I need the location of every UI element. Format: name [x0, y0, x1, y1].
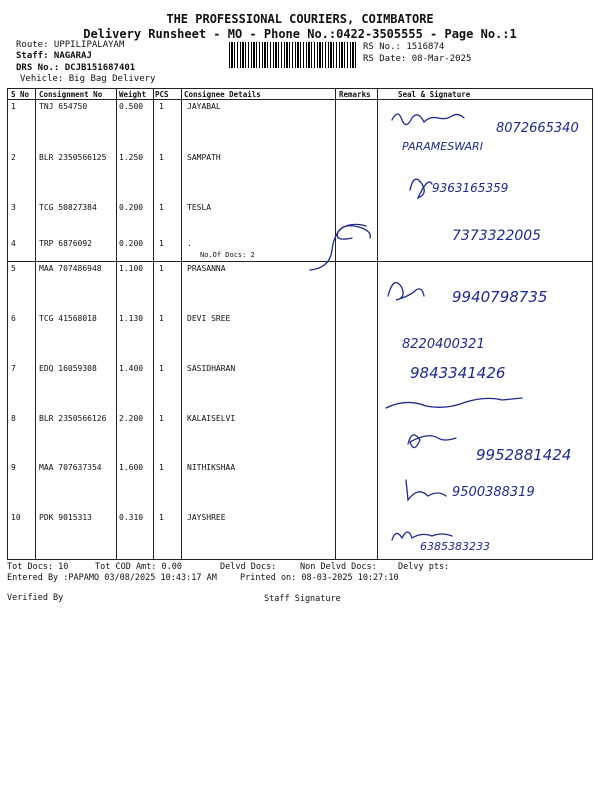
delivered-docs: Delvd Docs: — [220, 562, 277, 572]
row-9-pcs: 1 — [159, 463, 164, 472]
handwritten-phone-7: 9843341426 — [410, 364, 506, 382]
non-delivered-docs: Non Delvd Docs: — [300, 562, 377, 572]
row-8-consignment: BLR 2350566126 — [39, 414, 107, 423]
entered-by: Entered By :PAPAMO 03/08/2025 10:43:17 AM — [7, 573, 217, 583]
rs-number: RS No.: 1516874 — [363, 42, 445, 52]
row-5-sno: 5 — [11, 264, 16, 273]
row-8-weight: 2.200 — [119, 414, 144, 423]
signature-scribble-5 — [388, 283, 424, 300]
rs-date: RS Date: 08-Mar-2025 — [363, 54, 472, 64]
row-4-sno: 4 — [11, 239, 16, 248]
signature-scribble-7 — [386, 398, 522, 408]
row-5-pcs: 1 — [159, 264, 164, 273]
route: Route: UPPILIPALAYAM — [16, 40, 125, 50]
handwritten-phone-3: 7373322005 — [452, 228, 542, 244]
row-9-weight: 1.600 — [119, 463, 144, 472]
row-7-pcs: 1 — [159, 364, 164, 373]
row-1-consignment: TNJ 654750 — [39, 102, 88, 111]
row-1-pcs: 1 — [159, 102, 164, 111]
row-10-consignment: PDK 9015313 — [39, 513, 92, 522]
handwritten-phone-8: 9952881424 — [476, 446, 572, 464]
signature-loop-3 — [337, 226, 370, 239]
row-3-pcs: 1 — [159, 203, 164, 212]
signature-scribble-1 — [392, 114, 464, 125]
row-7-consignee: SASIDHARAN — [187, 364, 236, 373]
handwritten-phone-9: 9500388319 — [452, 485, 535, 500]
col-seal-signature: Seal & Signature — [398, 90, 471, 99]
handwritten-phone-1: 8072665340 — [496, 121, 579, 136]
handwritten-phone-6: 8220400321 — [402, 337, 485, 352]
printed-on: Printed on: 08-03-2025 10:27:10 — [240, 573, 399, 583]
row-2-pcs: 1 — [159, 153, 164, 162]
staff-signature: Staff Signature — [264, 594, 341, 604]
row-2-consignee: SAMPATH — [187, 153, 221, 162]
row-4-doc-count: No.Of Docs: 2 — [200, 251, 255, 259]
row-4-pcs: 1 — [159, 239, 164, 248]
signature-scribble-9 — [406, 480, 446, 500]
row-4-weight: 0.200 — [119, 239, 144, 248]
row-3-consignment: TCG 50827384 — [39, 203, 97, 212]
row-7-sno: 7 — [11, 364, 16, 373]
row-1-consignee: JAYABAL — [187, 102, 221, 111]
col-sno: S No — [11, 90, 30, 99]
col-consignee: Consignee Details — [184, 90, 261, 99]
row-3-sno: 3 — [11, 203, 16, 212]
row-8-pcs: 1 — [159, 414, 164, 423]
runsheet-subtitle: Delivery Runsheet - MO - Phone No.:0422-3505555 - Page No.:1 — [83, 27, 517, 41]
row-5-consignee: PRASANNA — [187, 264, 226, 273]
row-8-consignee: KALAISELVI — [187, 414, 236, 423]
signature-scribble-10 — [392, 532, 452, 540]
row-10-sno: 10 — [11, 513, 21, 522]
row-6-sno: 6 — [11, 314, 16, 323]
verified-by: Verified By — [7, 593, 64, 603]
row-5-consignment: MAA 707486948 — [39, 264, 102, 273]
row-6-consignee: DEVI SREE — [187, 314, 231, 323]
company-title: THE PROFESSIONAL COURIERS, COIMBATORE — [166, 12, 434, 26]
row-8-sno: 8 — [11, 414, 16, 423]
row-2-consignment: BLR 2350566125 — [39, 153, 107, 162]
row-2-weight: 1.250 — [119, 153, 144, 162]
row-5-weight: 1.100 — [119, 264, 144, 273]
vehicle: Vehicle: Big Bag Delivery — [20, 74, 156, 84]
total-docs: Tot Docs: 10 — [7, 562, 69, 572]
col-remarks: Remarks — [339, 90, 371, 99]
row-3-consignee: TESLA — [187, 203, 212, 212]
delivery-points: Delvy pts: — [398, 562, 450, 572]
handwritten-phone-5: 9940798735 — [452, 288, 548, 306]
col-pcs: PCS — [155, 90, 169, 99]
row-7-consignment: EDQ 16059308 — [39, 364, 97, 373]
row-2-sno: 2 — [11, 153, 16, 162]
row-6-pcs: 1 — [159, 314, 164, 323]
row-6-weight: 1.130 — [119, 314, 144, 323]
row-10-consignee: JAYSHREE — [187, 513, 226, 522]
row-9-sno: 9 — [11, 463, 16, 472]
signature-scribble-8 — [408, 435, 456, 448]
staff: Staff: NAGARAJ — [16, 51, 92, 61]
row-10-weight: 0.310 — [119, 513, 144, 522]
row-1-weight: 0.500 — [119, 102, 144, 111]
handwritten-name-1: PARAMESWARI — [402, 140, 483, 153]
row-10-pcs: 1 — [159, 513, 164, 522]
handwritten-phone-2: 9363165359 — [432, 181, 509, 195]
row-3-weight: 0.200 — [119, 203, 144, 212]
row-1-sno: 1 — [11, 102, 16, 111]
row-4-consignee: . — [187, 239, 192, 248]
col-consignment: Consignment No — [39, 90, 103, 99]
signature-scribble-2 — [410, 179, 432, 198]
col-weight: Weight — [119, 90, 147, 99]
handwritten-phone-10: 6385383233 — [420, 540, 490, 553]
row-9-consignee: NITHIKSHAA — [187, 463, 236, 472]
row-9-consignment: MAA 707637354 — [39, 463, 102, 472]
row-4-consignment: TRP 6876092 — [39, 239, 92, 248]
row-7-weight: 1.400 — [119, 364, 144, 373]
drs-number: DRS No.: DCJB151687401 — [16, 63, 136, 73]
total-cod-amount: Tot COD Amt: 0.00 — [95, 562, 182, 572]
row-6-consignment: TCG 41568018 — [39, 314, 97, 323]
